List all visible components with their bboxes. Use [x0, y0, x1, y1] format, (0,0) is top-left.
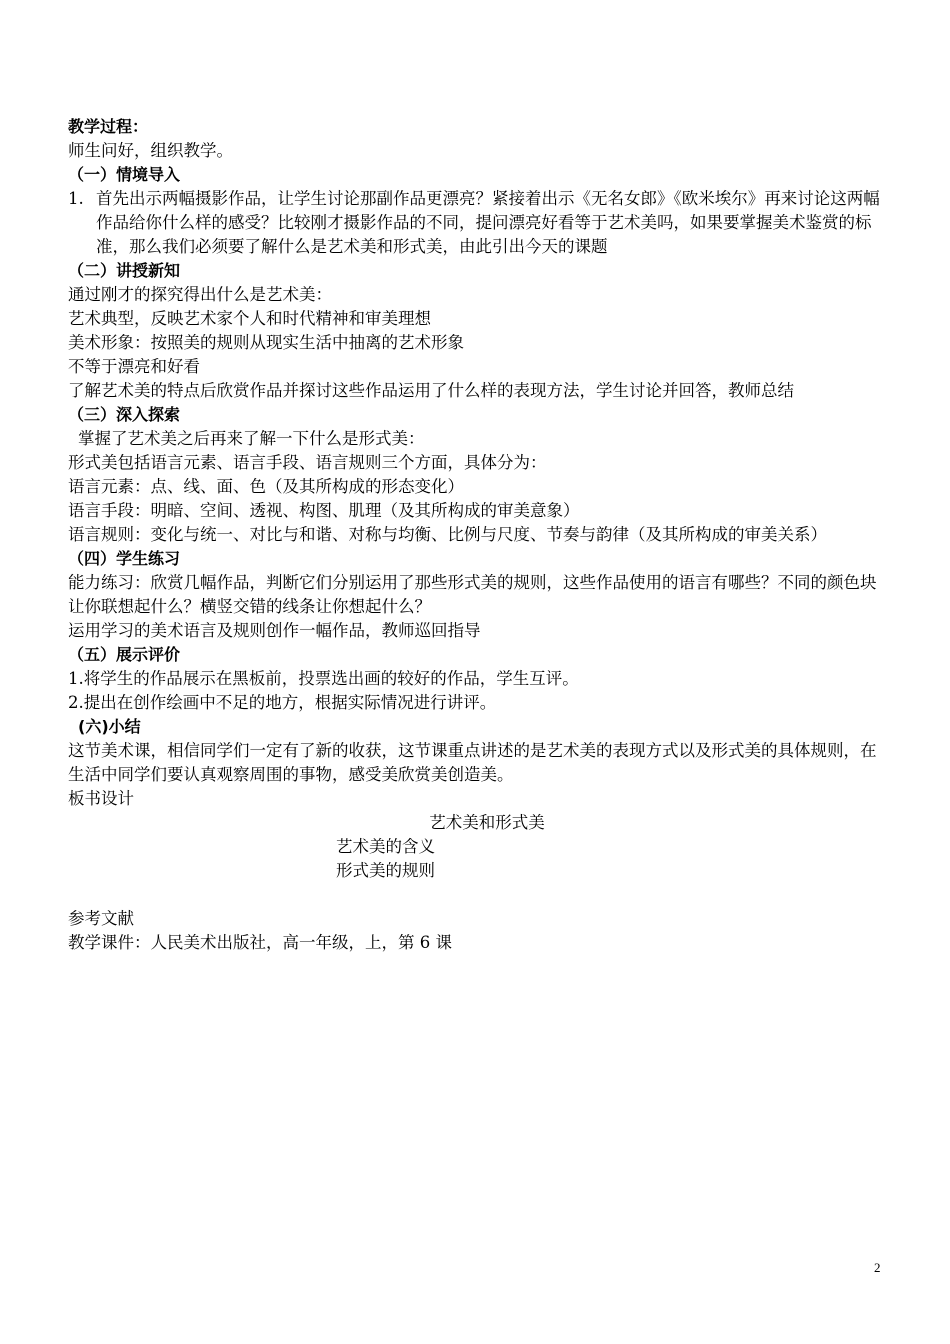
paragraph: 语言元素：点、线、面、色（及其所构成的形态变化）: [68, 477, 464, 496]
section-title-2: （二）讲授新知: [68, 261, 181, 280]
paragraph: 能力练习：欣赏几幅作品，判断它们分别运用了那些形式美的规则，这些作品使用的语言有哪些？不同的颜色块让你联想起什么？横竖交错的线条让你想起什么？: [68, 573, 877, 616]
paragraph: 掌握了艺术美之后再来了解一下什么是形式美：: [78, 429, 425, 448]
references-label: 参考文献: [68, 909, 134, 928]
item-number: 1.: [68, 189, 84, 208]
numbered-item: [68, 187, 886, 259]
board-label: 板书设计: [68, 789, 134, 808]
document-page: [68, 115, 886, 955]
board-item: 艺术美的含义: [336, 837, 435, 856]
item-text: 首先出示两幅摄影作品，让学生讨论那副作品更漂亮？紧接着出示《无名女郎》《欧米埃尔》再来讨论这两幅作品给你什么样的感受？比较刚才摄影作品的不同，提问漂亮好看等于艺术美吗，如果要掌握美术鉴赏的标准，那么我们必须要了解什么是艺术美和形式美，由此引出今天的课题: [96, 189, 880, 256]
heading: 教学过程：: [68, 117, 149, 136]
paragraph: 运用学习的美术语言及规则创作一幅作品，教师巡回指导: [68, 621, 481, 640]
section-title-3: （三）深入探索: [68, 405, 181, 424]
paragraph: 美术形象：按照美的规则从现实生活中抽离的艺术形象: [68, 333, 464, 352]
paragraph: 形式美包括语言元素、语言手段、语言规则三个方面，具体分为：: [68, 453, 547, 472]
section-title-1: （一）情境导入: [68, 165, 181, 184]
paragraph: 不等于漂亮和好看: [68, 357, 200, 376]
page-number: 2: [874, 1260, 881, 1275]
board-item: 形式美的规则: [336, 861, 435, 880]
paragraph: 2.提出在创作绘画中不足的地方，根据实际情况进行讲评。: [68, 693, 497, 712]
paragraph: 艺术典型，反映艺术家个人和时代精神和审美理想: [68, 309, 431, 328]
paragraph: 语言规则：变化与统一、对比与和谐、对称与均衡、比例与尺度、节奏与韵律（及其所构成的审美关系）: [68, 525, 827, 544]
board-title: 艺术美和形式美: [429, 813, 545, 832]
references-text: 教学课件：人民美术出版社，高一年级，上，第 6 课: [68, 933, 452, 952]
section-title-4: （四）学生练习: [68, 549, 181, 568]
paragraph: 这节美术课，相信同学们一定有了新的收获，这节课重点讲述的是艺术美的表现方式以及形式美的具体规则，在生活中同学们要认真观察周围的事物，感受美欣赏美创造美。: [68, 741, 877, 784]
paragraph: 1.将学生的作品展示在黑板前，投票选出画的较好的作品，学生互评。: [68, 669, 579, 688]
paragraph: 语言手段：明暗、空间、透视、构图、肌理（及其所构成的审美意象）: [68, 501, 580, 520]
paragraph: 了解艺术美的特点后欣赏作品并探讨这些作品运用了什么样的表现方法，学生讨论并回答，教师总结: [68, 381, 794, 400]
greeting: 师生问好，组织教学。: [68, 141, 233, 160]
spacer: [68, 883, 886, 907]
paragraph: 通过刚才的探究得出什么是艺术美：: [68, 285, 332, 304]
section-title-5: （五）展示评价: [68, 645, 181, 664]
section-title-6: (六)小结: [78, 717, 141, 736]
